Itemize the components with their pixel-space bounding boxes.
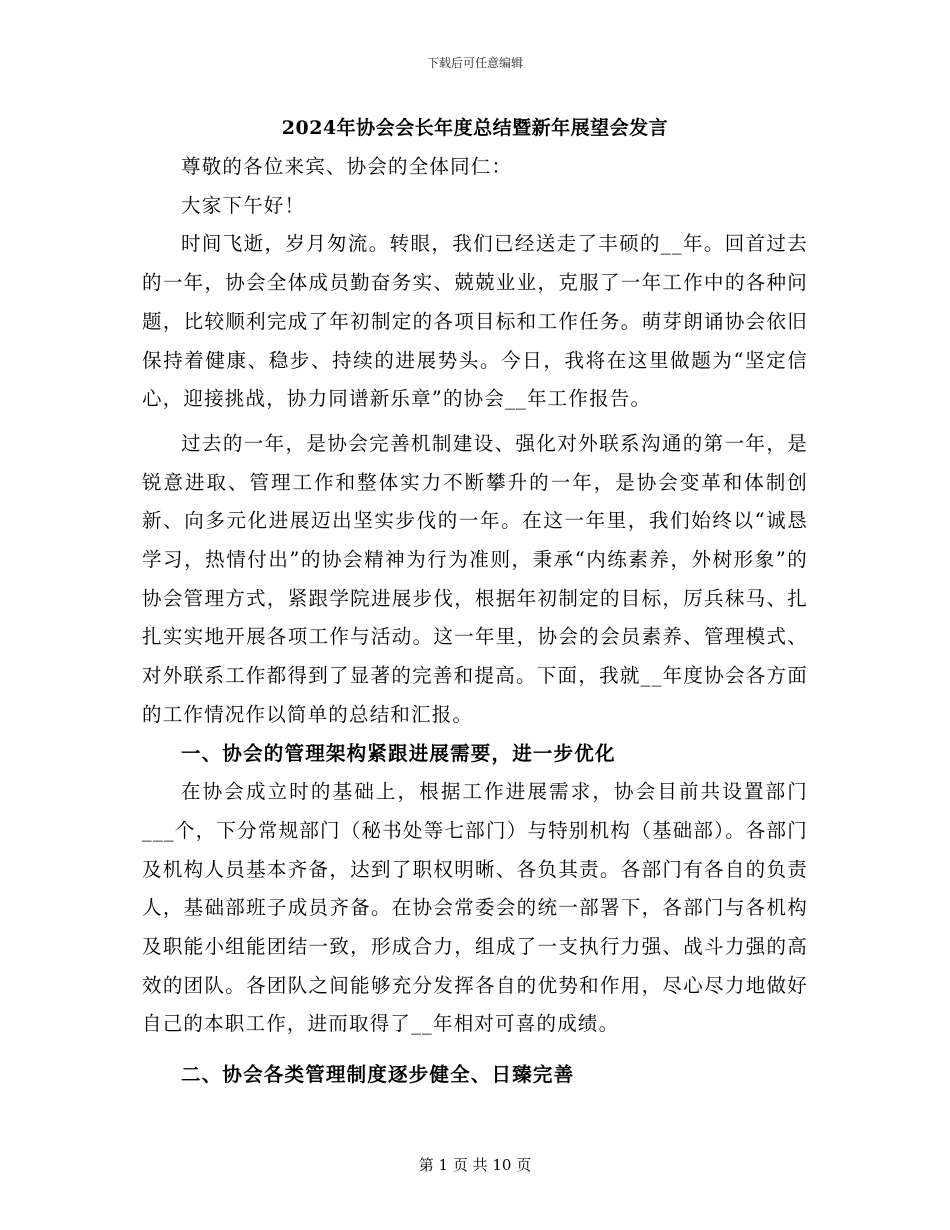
- paragraph-3: 在协会成立时的基础上，根据工作进展需求，协会目前共设置部门___个，下分常规部门（秘书处等七部门）与特别机构（基础部）。各部门及机构人员基本齐备，达到了职权明晰、各负其责。各部门有各自的负责人，基础部班子成员齐备。在协会常委会的统一部署下，各部门与各机构及职能小组能团结一致，形成合力，组成了一支执行力强、战斗力强的高效的团队。各团队之间能够充分发挥各自的优势和作用，尽心尽力地做好自己的本职工作，进而取得了__年相对可喜的成绩。: [142, 780, 808, 1036]
- greeting-line: 尊敬的各位来宾、协会的全体同仁：: [181, 155, 513, 178]
- section-heading-2: 二、协会各类管理制度逐步健全、日臻完善: [181, 1063, 575, 1087]
- hello-line: 大家下午好！: [181, 193, 306, 217]
- paragraph-1: 时间飞逝，岁月匆流。转眼，我们已经送走了丰硕的__年。回首过去的一年，协会全体成员勤奋务实、兢兢业业，克服了一年工作中的各种问题，比较顺利完成了年初制定的各项目标和工作任务。萌芽朗诵协会依旧保持着健康、稳步、持续的进展势头。今日，我将在这里做题为“坚定信心，迎接挑战，协力同谱新乐章”的协会__年工作报告。: [142, 232, 808, 411]
- page-footer: 第 1 页 共 10 页: [418, 1156, 532, 1174]
- section-heading-1: 一、协会的管理架构紧跟进展需要，进一步优化: [181, 741, 616, 765]
- header-note: 下载后可任意编辑: [426, 56, 523, 70]
- paragraph-2: 过去的一年，是协会完善机制建设、强化对外联系沟通的第一年，是锐意进取、管理工作和整体实力不断攀升的一年，是协会变革和体制创新、向多元化进展迈出坚实步伐的一年。在这一年里，我们始终以“诚恳学习，热情付出”的协会精神为行为准则，秉承“内练素养，外树形象”的协会管理方式，紧跟学院进展步伐，根据年初制定的目标，厉兵秣马、扎扎实实地开展各项工作与活动。这一年里，协会的会员素养、管理模式、对外联系工作都得到了显著的完善和提高。下面，我就__年度协会各方面的工作情况作以简单的总结和汇报。: [142, 431, 808, 726]
- document-title: 2024年协会会长年度总结暨新年展望会发言: [281, 117, 669, 139]
- document-body: [142, 148, 808, 1095]
